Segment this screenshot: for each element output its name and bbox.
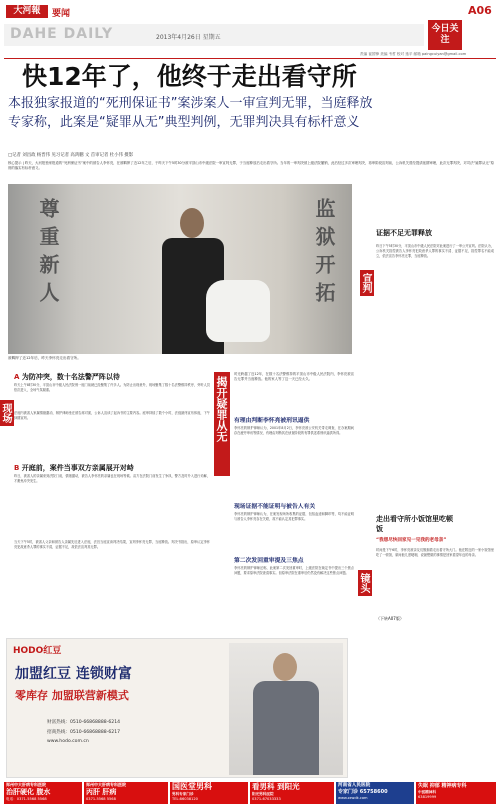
lead-paragraph: 核心提示 | 昨天，大河报独家报道的“死刑保证书”案中的被告人李怀亮，在被羁押了近12年之后，于昨天下午5时30分被平顶山市中级法院一审宣判无罪，于当庭释放后走出看守所。当年的一审判决被上级法院撤销，此后经过多次审理判决，再审阶段宣判前，公诉机关曾经提请延期审理，此次无罪判决，对司法“疑罪从无”原则的落实有标杆意义。: [8, 161, 494, 171]
ad-strip-2-title: 郑州中大肝病专科医院: [86, 782, 126, 787]
left-heading-2-text: 开庭前，案件当事双方亲属展开对峙: [21, 464, 134, 472]
ad-strip-1-tag: 治肝硬化 腹水: [6, 788, 51, 796]
left-heading-1-text: 为防冲突，数十名法警严阵以待: [21, 373, 120, 381]
editor-credits: 责编 崔国锋 美编 韦哲 校对 逸平 邮箱 paingcuiyan@gmail.com: [360, 52, 467, 56]
right-heading-2: 走出看守所小饭馆里吃顿饭: [376, 515, 453, 533]
page-number: A06: [468, 4, 492, 17]
heading-marker: A: [14, 373, 22, 381]
ad-hotline-2: 招商热线：0510-66868888-6217: [47, 730, 121, 735]
right-paragraph-1: 昨日下午5时30分，平顶山市中级人民法院对此案进行了一审公开宣判。法院认为，公诉机关指控被告人李怀亮犯故意杀人罪的事实不清、证据不足，指控罪名不能成立，依法宣告李怀亮无罪，当庭释放。: [376, 244, 494, 259]
subheadline-2: 专家称，此案是“疑罪从无”典型判例，无罪判决具有标杆意义: [8, 115, 360, 130]
focus-label: [428, 20, 462, 50]
ad-strip-2-tag: 丙肝 肝病: [86, 788, 117, 796]
photo-caption: 被羁押了近12年后，昨天李怀亮走出看守所。: [8, 356, 81, 360]
right-subheading-2: “我想尽快回家见一见我的老母亲”: [376, 538, 447, 543]
left-paragraph-1: 昨天上午8时30分，平顶山市中级人民法院刑一庭门前就已经聚集了许多人。为防止出现意外，现场聚集了数十名法警维持秩序，旁听人员依次进入，全场气氛凝重。: [14, 383, 210, 393]
main-headline: 快12年了，他终于走出看守所: [22, 62, 357, 91]
center-paragraph-3: 李怀亮的辩护律师还称，此案第二次发回重审时，上级法院在裁定书中提出三个焦点问题，要求原审法院查清事实。但原审法院在重审后仍然没有解决这些焦点问题。: [234, 566, 354, 576]
model-head: [273, 653, 297, 681]
photo-sign-right: 监狱开拓: [312, 198, 336, 310]
ad-hotline-1: 财富热线：0510-66868888-6214: [47, 720, 121, 725]
left-heading-1: [14, 372, 210, 383]
masthead: [0, 0, 500, 24]
left-paragraph-2: 法庭内被害人家属情绪激动，辩护律师坐在被告席对面，公诉人宣读了起诉书的主要内容。庭审持续了数个小时，法庭最终宣布休庭，下午择期宣判。: [14, 411, 210, 421]
center-heading-2: 现场证据不能证明与被告人有关: [234, 504, 316, 510]
ad-strip-3-phone: TEL:86038120: [172, 797, 198, 801]
ad-strip-4: [250, 782, 334, 804]
right-article: [376, 228, 494, 678]
label-verdict: 宣判: [360, 270, 374, 296]
newspaper-logo: [6, 5, 48, 18]
center-heading-1: 有理由判断李怀亮被刑讯逼供: [234, 418, 310, 424]
subheadline-1: 本报独家报道的“死刑保证书”案涉案人一审宣判无罪，当庭释放: [8, 96, 373, 111]
center-article: [234, 372, 354, 634]
ad-title: 加盟红豆 连锁财富: [15, 666, 132, 682]
ad-strip-4-phone: 0371-67033333: [252, 797, 281, 801]
logo-text: 大河報: [13, 6, 41, 16]
label-comment: 揭开疑罪从无: [214, 372, 230, 476]
ad-website: www.hodo.com.cn: [47, 739, 89, 744]
label-lens: 镜头: [358, 570, 372, 596]
continued-note: （下转A07版）: [376, 616, 404, 621]
left-paragraph-4: 当天下午5时，被害人父亲和被告人亲属先后进入法庭，法官当庭宣读判决结果，宣判李怀亮无罪，当庭释放。判决书指出，原审认定李怀亮犯故意杀人罪的事实不清，证据不足，故依法宣判其无罪。: [14, 540, 210, 550]
top-rule: [4, 58, 496, 59]
banner-title: DAHE DAILY: [10, 26, 114, 42]
ad-strip-5-tag: 专家门诊 65758600: [338, 789, 388, 795]
ad-strip-1-title: 郑州中大肝病专科医院: [6, 782, 46, 787]
ad-strip-6: [416, 782, 496, 804]
ad-strip-3-title: 国医堂男科: [172, 782, 212, 791]
ad-model-photo: [229, 643, 343, 775]
ad-strip-2-phone: 0371-5568 5568: [86, 797, 116, 801]
section-name: 要闻: [52, 9, 71, 19]
label-scene: 现场: [0, 400, 14, 426]
ad-strip-2: [84, 782, 168, 804]
center-heading-3: 第二次发回重审提及三焦点: [234, 558, 304, 564]
heading-marker: B: [14, 464, 22, 472]
ad-strip-1: [4, 782, 82, 804]
ad-subtitle: 零库存 加盟联营新模式: [15, 689, 129, 702]
left-paragraph-3: 昨日，被害人的亲属来到法院门前，情绪激动，被告人李怀亮的亲属也在现场等候。双方在法院门前发生了争执，警方及时介入进行劝解，才避免冲突发生。: [14, 474, 210, 484]
byline: □记者 刘昌政 杨晋伟 见习记者 高鸿鹏 文 首审记者 杜小伟 摄影: [8, 153, 134, 158]
ad-strip-4-tag: 阳光男科医院: [252, 792, 274, 796]
ad-strip-4-title: 看男科 到阳光: [252, 782, 300, 791]
hodo-advertisement: [6, 638, 348, 778]
right-paragraph-2: 时间是下午6时，李怀亮被亲友们簇拥着走出看守所大门。他在附近的一家小饭馆里吃了一顿饭，席间他几度哽咽，说最想做的事情是回家看望年迈的母亲。: [376, 548, 494, 558]
ad-brand: HODO红豆: [13, 646, 62, 656]
ad-strip-1-phone: 电话：0371-5568 5568: [6, 797, 47, 801]
lead-photo: [8, 184, 352, 354]
ad-strip-5-title: 河南省人民医院: [338, 783, 371, 788]
issue-date: [156, 32, 221, 41]
white-sack: [206, 280, 270, 342]
left-heading-2: [14, 463, 210, 474]
right-heading-1: 证据不足无罪释放: [376, 229, 432, 237]
banner-bar: [4, 24, 424, 46]
ad-strip-6-tag: 中医精神科: [418, 790, 436, 794]
ad-strip-3-tag: 男科专家门诊: [172, 792, 194, 796]
date-text: 2013年4月26日: [156, 34, 201, 41]
person-head: [180, 208, 204, 238]
center-paragraph-2: 李怀亮的辩护律师认为，在案发现场所收集的证据，包括血迹和脚印等，均不能证明与被告人李怀亮存在关联，故不能认定其犯罪事实。: [234, 512, 354, 522]
focus-label-text: 今日关注: [431, 24, 459, 45]
ad-strip-6-phone: 63819999: [418, 795, 437, 799]
ad-strip-5: [336, 782, 414, 804]
center-paragraph-1: 李怀亮的辩护律师认为，2001年8月2日，李怀亮被公安机关带走调查，在办案期间存在疲劳审讯等情况，有理由判断其在侦查阶段的有罪供述系刑讯逼供所得。: [234, 426, 354, 436]
weekday-text: 星期五: [202, 34, 221, 41]
left-article: [14, 372, 210, 634]
ad-strip-5-phone: www.zzwdk.com: [338, 796, 368, 800]
center-intro: 时光跨越了近12年，在数十名法警维持的平顶山市中级人民法院内，李怀亮被宣告无罪并当庭释放。他的家人等了这一天已经太久。: [234, 372, 354, 382]
ad-strip-6-title: 失眠 抑郁 精神病专科: [418, 783, 467, 789]
ad-strip-3: [170, 782, 248, 804]
photo-sign-left: 尊重新人: [36, 198, 60, 310]
model-suit: [253, 681, 319, 775]
